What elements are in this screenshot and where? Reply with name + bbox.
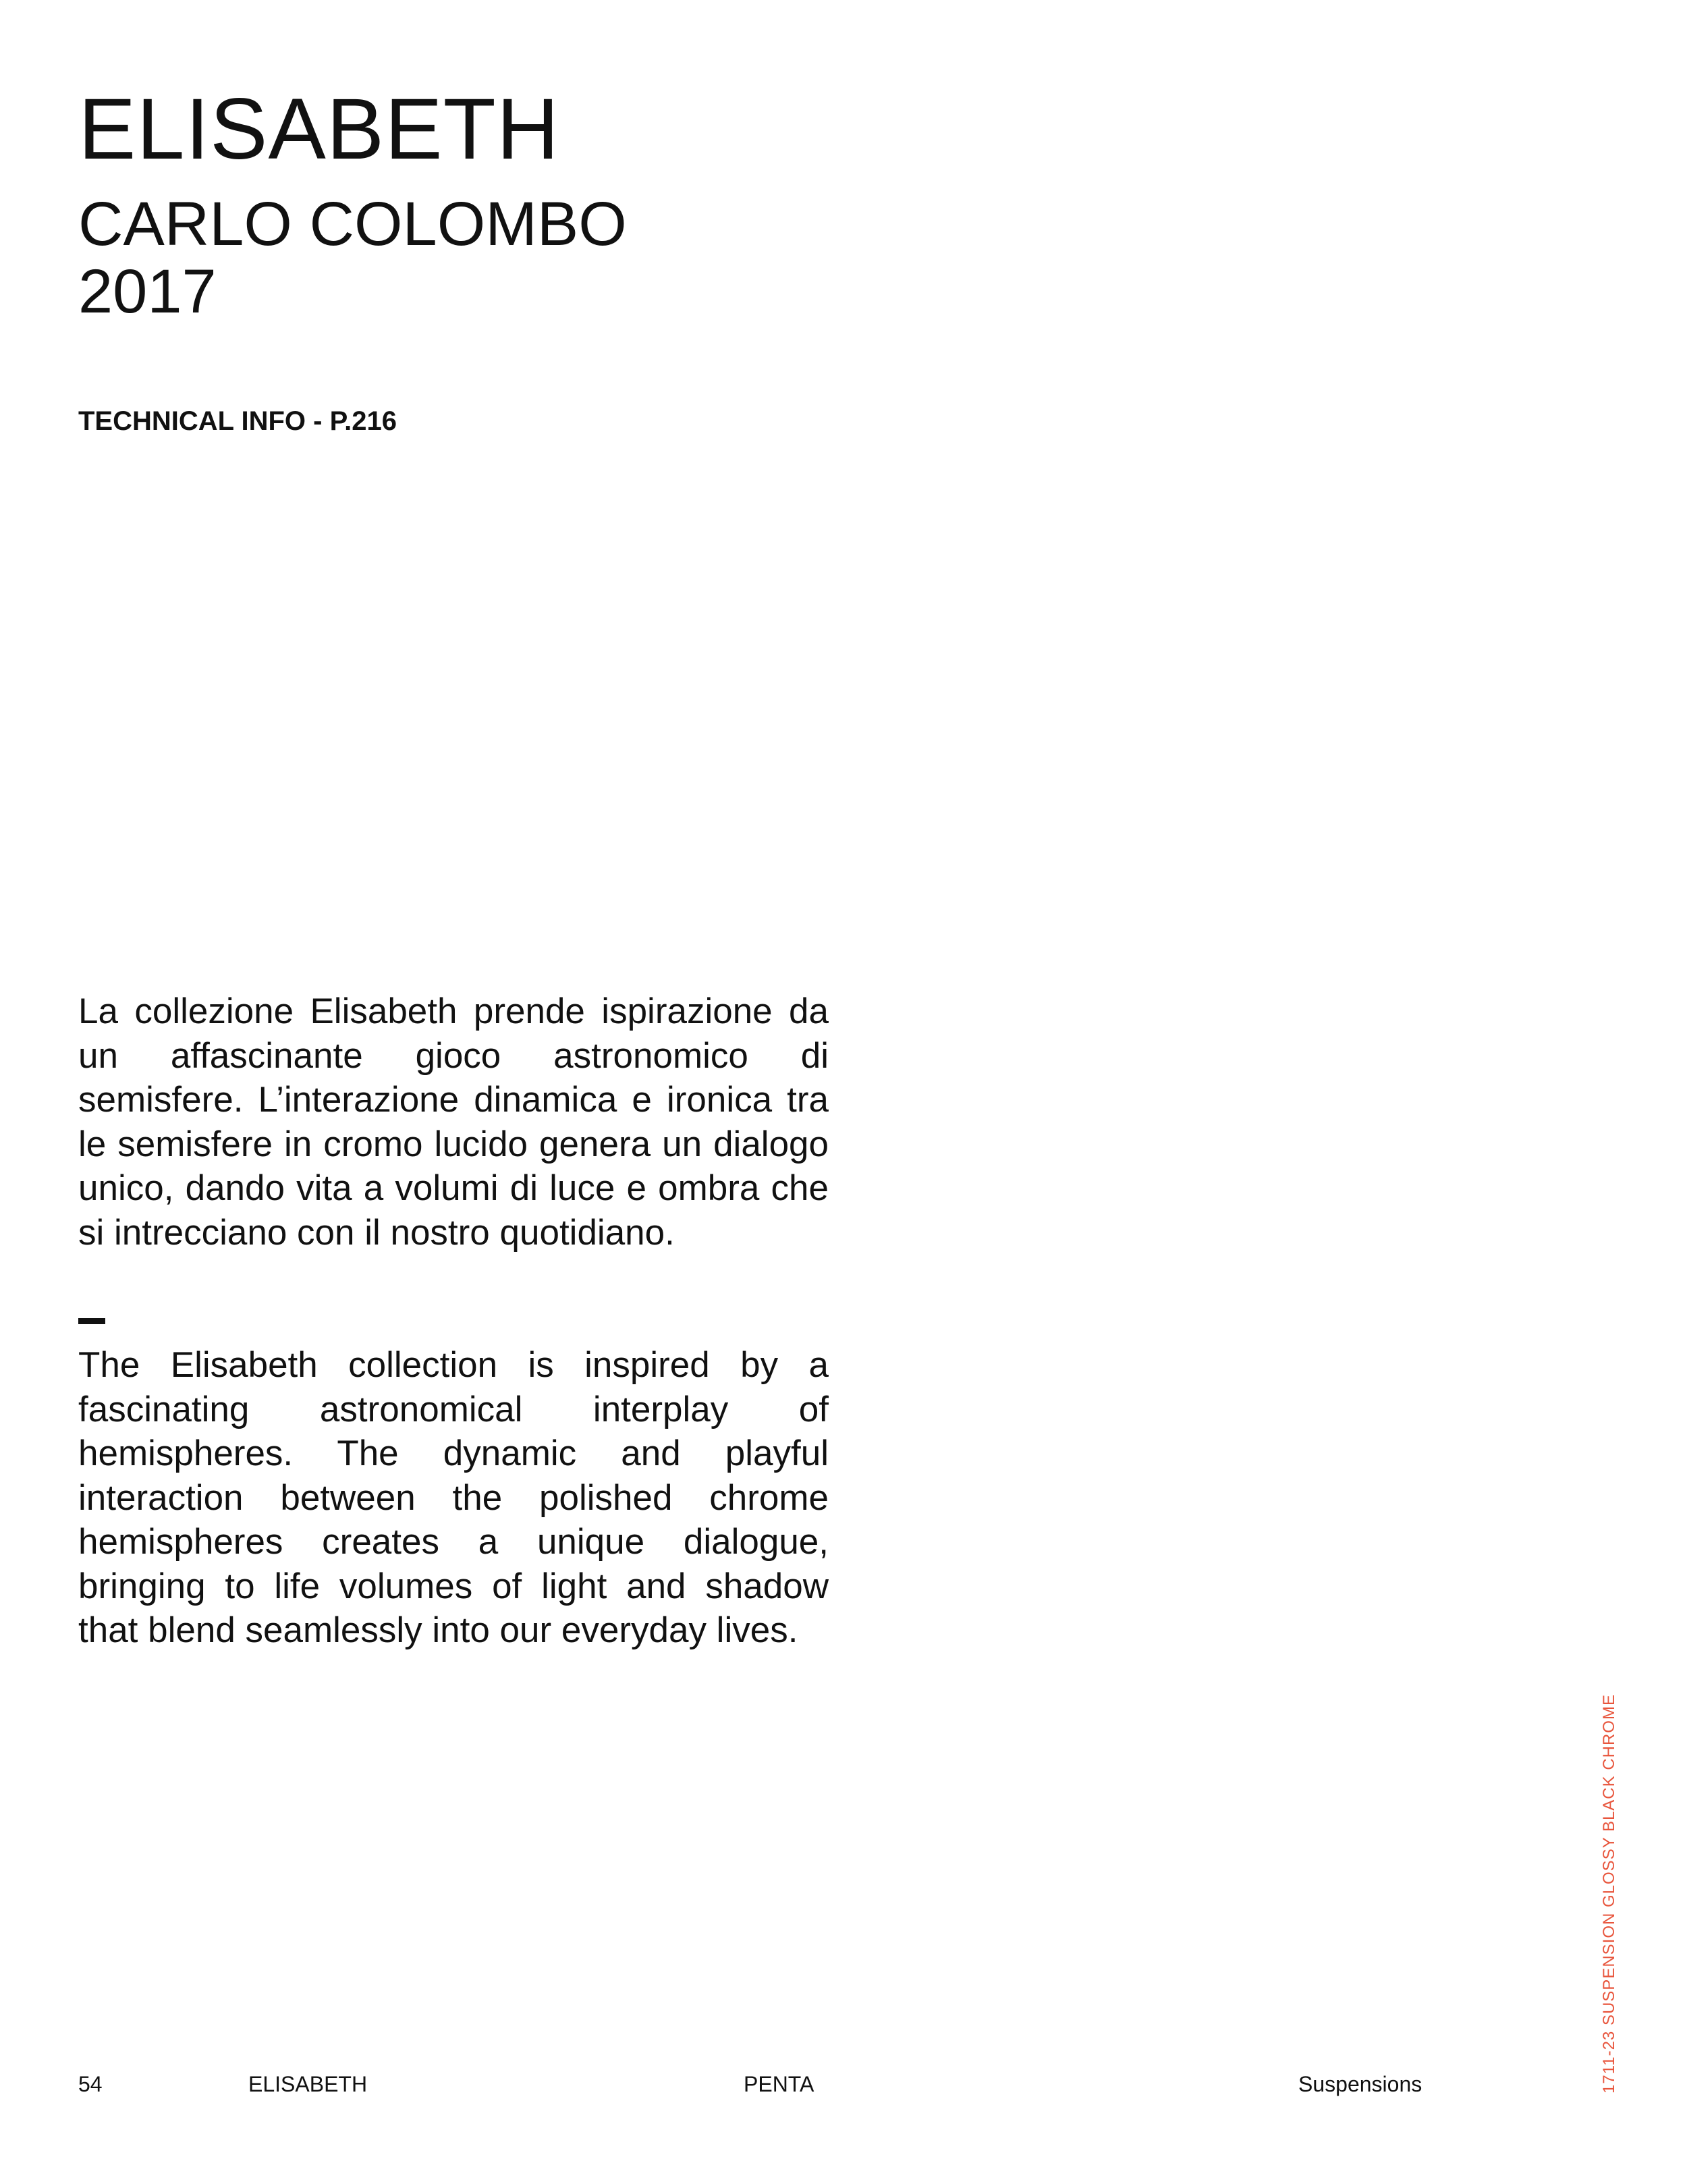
product-title: ELISABETH — [78, 81, 560, 178]
design-year: 2017 — [78, 257, 217, 326]
description-italian: La collezione Elisabeth prende ispirazione da un affascinante gioco astronomico di semisfere. L’interazione dinamica e ironica tra le semisfere in cromo lucido genera un dialogo unico, dando vita a volumi di luce e ombra che si intrecciano con il nostro quotidiano. — [78, 991, 829, 1253]
description-english: The Elisabeth collection is inspired by a fascinating astronomical interplay of hemispheres. The dynamic and playful interaction between the polished chrome hemispheres creates a unique dialogue, bringing to life volumes of light and shadow that blend seamlessly into our everyday lives. — [78, 1345, 829, 1650]
footer-brand: PENTA — [744, 2072, 814, 2096]
footer-category: Suspensions — [1298, 2072, 1422, 2096]
page-number: 54 — [78, 2072, 103, 2096]
language-separator-dash — [78, 1318, 105, 1324]
image-caption-vertical: 1711-23 SUSPENSION GLOSSY BLACK CHROME — [1600, 1694, 1618, 2094]
technical-info-reference: TECHNICAL INFO - P.216 — [78, 406, 397, 436]
designer-name: CARLO COLOMBO — [78, 190, 627, 258]
footer-product-name: ELISABETH — [248, 2072, 368, 2096]
